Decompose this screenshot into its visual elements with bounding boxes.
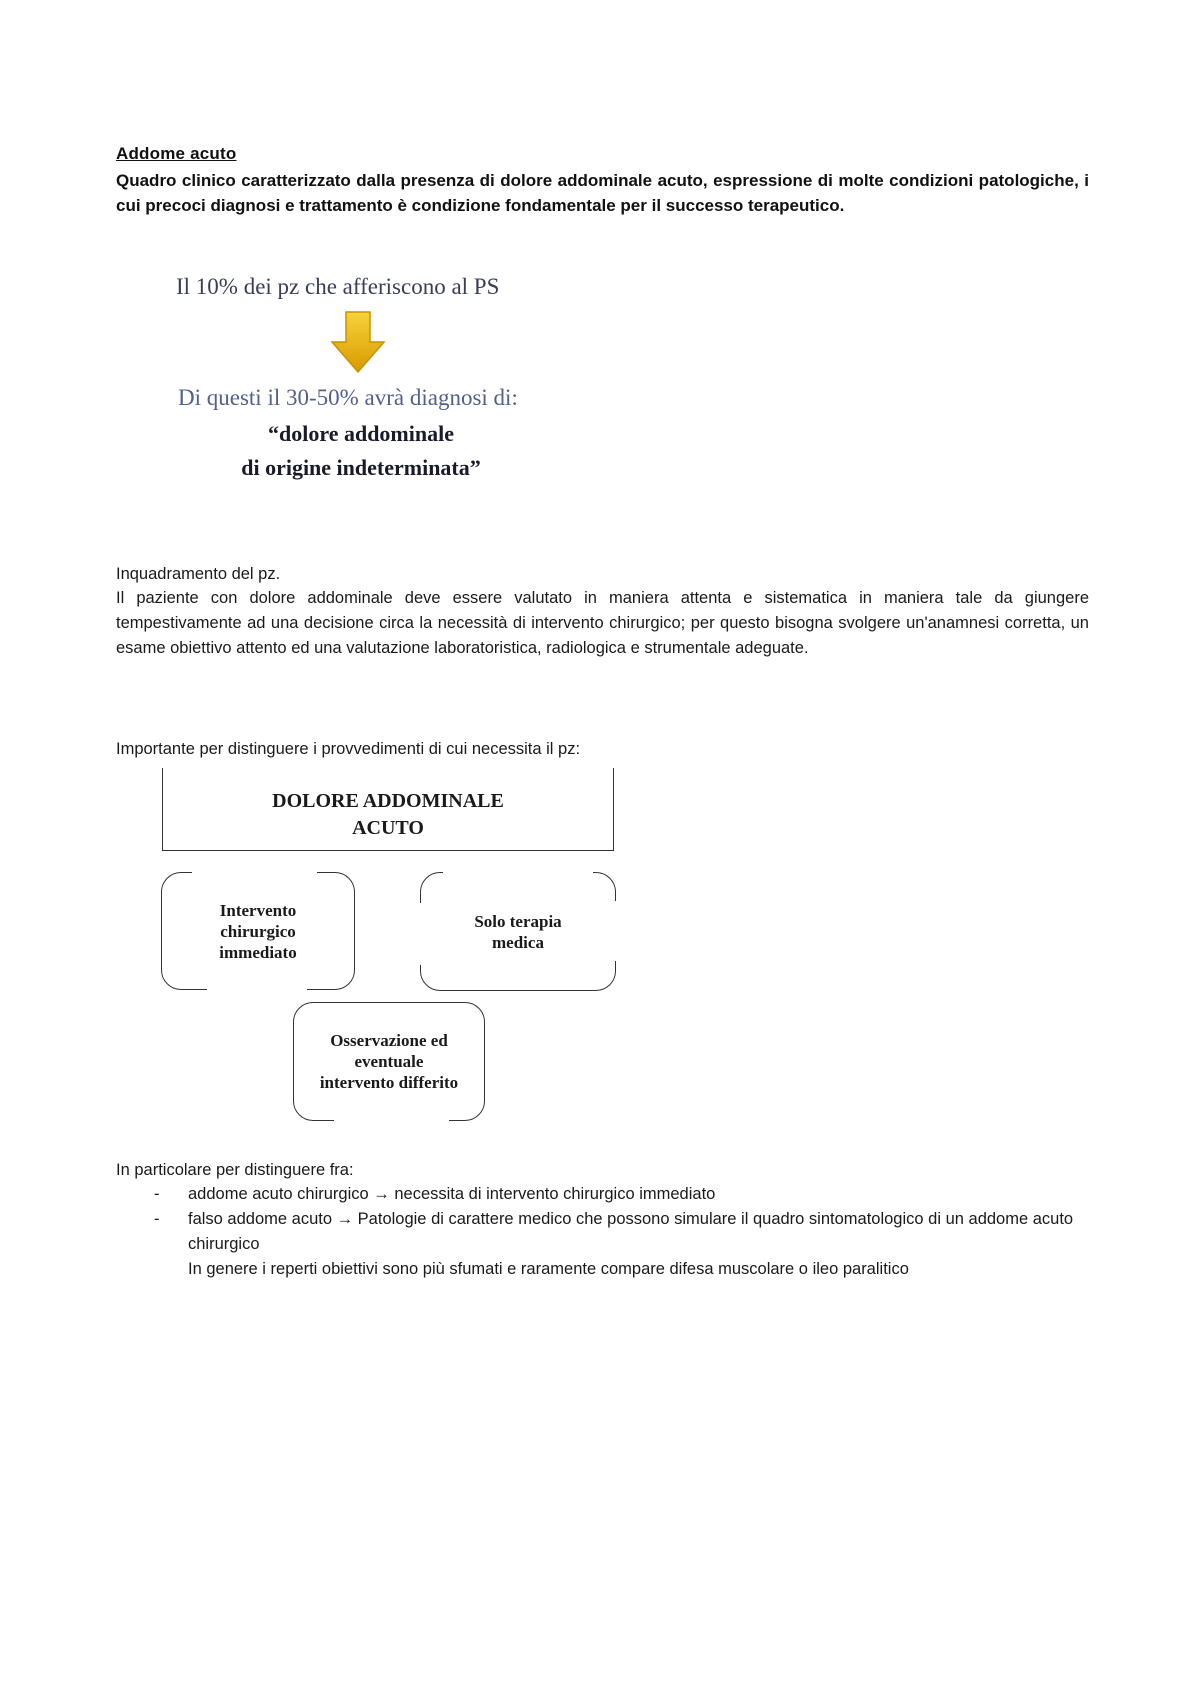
list-item xyxy=(150,1182,1090,1207)
arrow-down-icon xyxy=(330,310,386,374)
diagram-intro: Importante per distinguere i provvedimenti di cui necessita il pz: xyxy=(116,740,581,758)
figure-line-4: di origine indeterminata” xyxy=(241,455,481,480)
list-item-text: addome acuto chirurgico → necessita di intervento chirurgico immediato xyxy=(188,1185,716,1203)
box2-line-2: medica xyxy=(492,932,544,952)
figure-line-2: Di questi il 30-50% avrà diagnosi di: xyxy=(178,385,518,410)
document-title: Addome acuto xyxy=(116,144,237,163)
section-heading: Inquadramento del pz. xyxy=(116,565,281,583)
box2-line-1: Solo terapia xyxy=(474,911,562,931)
box3-line-2: eventuale xyxy=(354,1052,424,1071)
list-item-note: In genere i reperti obiettivi sono più sfumati e raramente compare difesa muscolare o ileo paralitico xyxy=(188,1260,909,1278)
figure-line-1: Il 10% dei pz che afferiscono al PS xyxy=(176,274,500,299)
box-medical-therapy xyxy=(420,872,616,991)
box-observation xyxy=(293,1002,485,1121)
box1-line-1: Intervento xyxy=(219,900,297,920)
statistics-figure xyxy=(116,270,596,500)
decision-diagram xyxy=(116,762,636,1122)
diagram-main-box xyxy=(162,768,614,851)
figure-line-3: “dolore addominale xyxy=(267,421,454,446)
main-box-line-2: ACUTO xyxy=(352,817,424,839)
list-item-text: falso addome acuto → Patologie di carattere medico che possono simulare il quadro sintomatologico di un addome acuto chirurgico xyxy=(188,1210,1074,1253)
intro-paragraph: Quadro clinico caratterizzato dalla presenza di dolore addominale acuto, espressione di molte condizioni patologiche, i cui precoci diagnosi e trattamento è condizione fondamentale per il successo terapeutico. xyxy=(116,171,1089,215)
list-bullet: - xyxy=(154,1210,160,1228)
box1-line-3: immediato xyxy=(219,942,297,962)
list-bullet: - xyxy=(154,1185,160,1203)
distinction-list xyxy=(150,1182,1090,1282)
main-box-line-1: DOLORE ADDOMINALE xyxy=(272,790,504,812)
box3-line-1: Osservazione ed xyxy=(330,1031,448,1050)
list-intro: In particolare per distinguere fra: xyxy=(116,1161,354,1179)
box-immediate-surgery xyxy=(161,872,355,990)
box1-line-2: chirurgico xyxy=(220,921,296,941)
section-paragraph: Il paziente con dolore addominale deve essere valutato in maniera attenta e sistematica in maniera tale da giungere tempestivamente ad una decisione circa la necessità di intervento chirurgico; per questo bisogna svolgere un'anamnesi corretta, un esame obiettivo attento ed una valutazione laboratoristica, radiologica e strumentale adeguate. xyxy=(116,589,1089,657)
box3-line-3: intervento differito xyxy=(319,1073,459,1092)
list-item xyxy=(150,1207,1090,1282)
